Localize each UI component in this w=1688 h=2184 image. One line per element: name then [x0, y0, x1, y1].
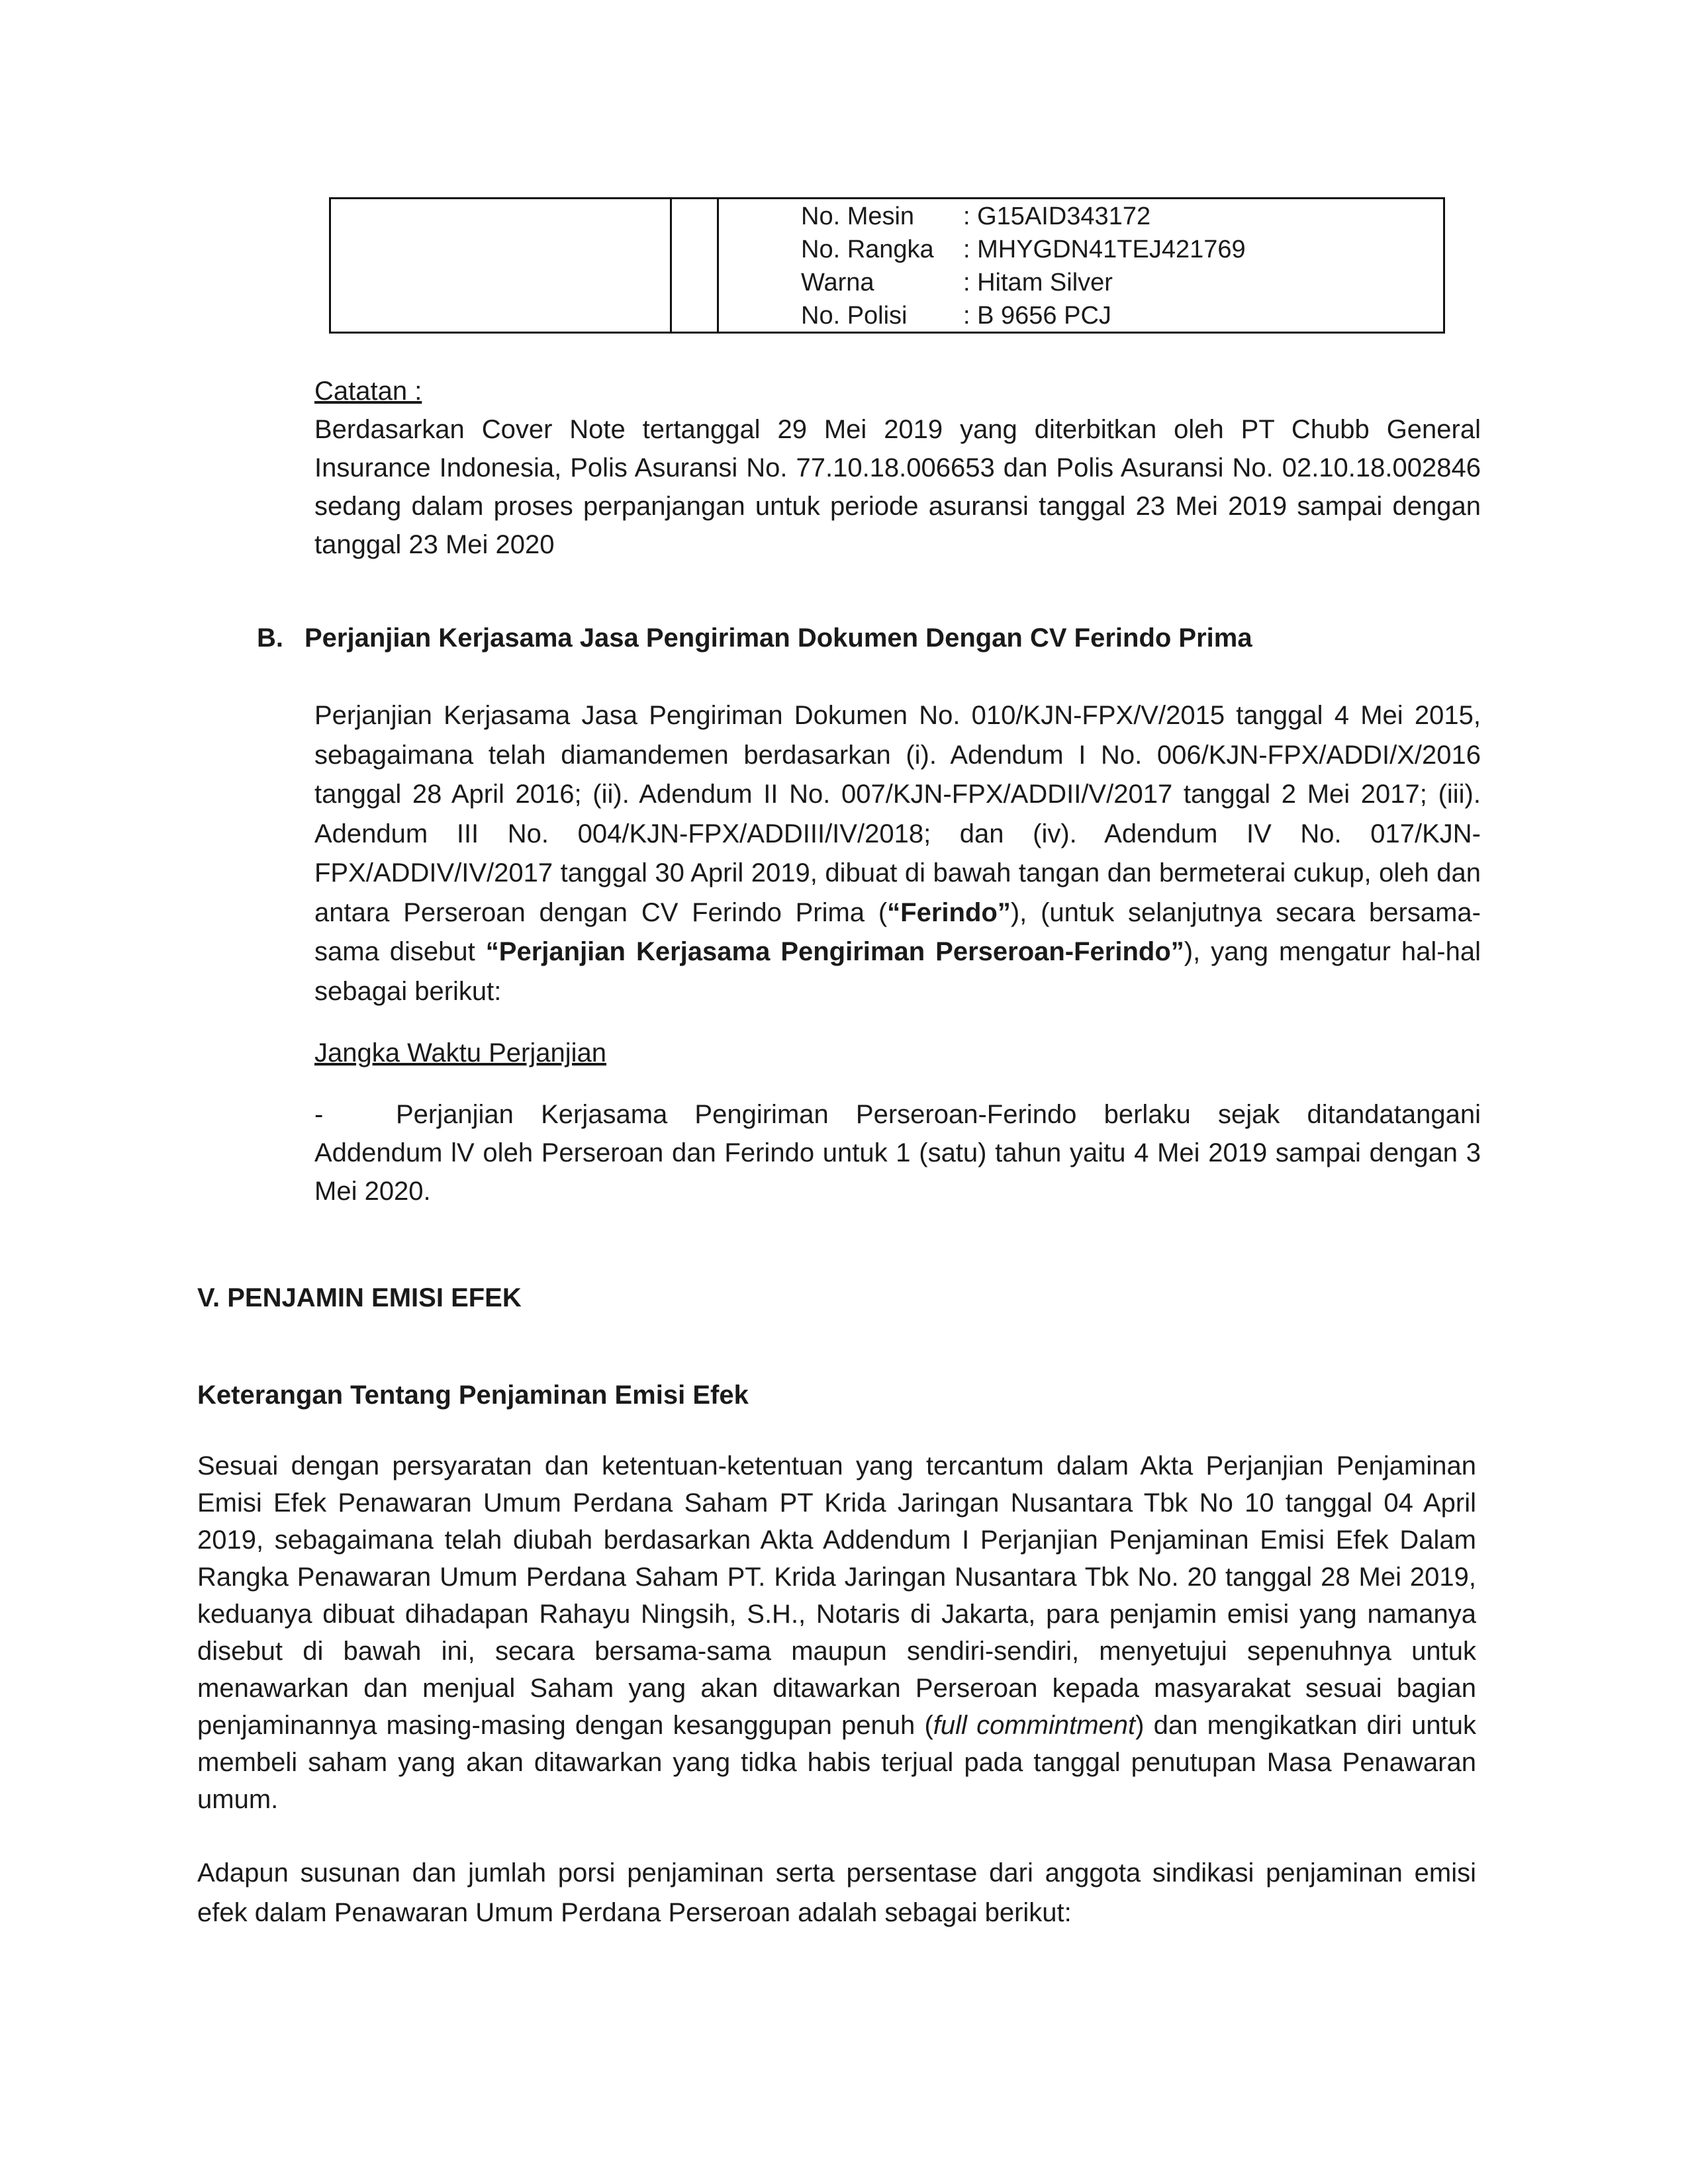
vehicle-row-rangka [801, 233, 1246, 266]
para-text: ) dan mengikatkan diri untuk membeli saham yang akan ditawarkan yang tidka habis terjual pada tanggal penutupan Masa Penawaran umum. [197, 1711, 1476, 1814]
bullet-first-line: Perjanjian Kerjasama Pengiriman Perseroan-Ferindo berlaku sejak ditandatangani [396, 1100, 1481, 1129]
bullet-rest: Addendum lV oleh Perseroan dan Ferindo untuk 1 (satu) tahun yaitu 4 Mei 2019 sampai dengan 3 Mei 2020. [314, 1138, 1481, 1206]
vehicle-label: No. Mesin [801, 203, 915, 230]
section-v-para1 [197, 1447, 1476, 1818]
catatan-title: Catatan : [314, 377, 422, 406]
table-divider [670, 199, 672, 332]
body-text: ), (untuk selanjutnya secara bersama-sama disebut [314, 897, 1481, 966]
vehicle-row-polisi [801, 299, 1111, 332]
vehicle-value: : Hitam Silver [963, 269, 1113, 296]
section-b-number: B. [257, 623, 283, 653]
para-text: Sesuai dengan persyaratan dan ketentuan-ketentuan yang tercantum dalam Akta Perjanjian Penjaminan Emisi Efek Penawaran Umum Perdana Saham PT Krida Jaringan Nusantara Tbk No 10 tanggal 04 April 2019, sebagaimana telah diubah berdasarkan Akta Addendum I Perjanjian Penjaminan Emisi Efek Dalam Rangka Penawaran Umum Perdana Saham PT. Krida Jaringan Nusantara Tbk No. 20 tanggal 28 Mei 2019, keduanya dibuat dihadapan Rahayu Ningsih, S.H., Notaris di Jakarta, para penjamin emisi yang namanya disebut di bawah ini, secara bersama-sama maupun sendiri-sendiri, menyetujui sepenuhnya untuk menawarkan dan menjual Saham yang akan ditawarkan Perseroan kepada masyarakat sesuai bagian penjaminannya masing-masing dengan kesanggupan penuh ( [197, 1451, 1476, 1740]
vehicle-value: : MHYGDN41TEJ421769 [963, 236, 1246, 263]
vehicle-label: No. Polisi [801, 302, 908, 330]
body-bold-ferindo: “Ferindo” [887, 897, 1011, 927]
para-italic: full commintment [933, 1711, 1136, 1740]
body-bold-agreement: “Perjanjian Kerjasama Pengiriman Perseroan-Ferindo” [485, 937, 1184, 966]
vehicle-row-warna [801, 266, 1113, 299]
section-v-heading: V. PENJAMIN EMISI EFEK [197, 1283, 522, 1312]
table-divider [717, 199, 719, 332]
section-v-para2: Adapun susunan dan jumlah porsi penjaminan serta persentase dari anggota sindikasi penjaminan emisi efek dalam Penawaran Umum Perdana Perseroan adalah sebagai berikut: [197, 1858, 1476, 1927]
body-text: ), yang mengatur hal-hal sebagai berikut: [314, 937, 1481, 1006]
catatan-text: Berdasarkan Cover Note tertanggal 29 Mei 2019 yang diterbitkan oleh PT Chubb General Insurance Indonesia, Polis Asuransi No. 77.10.18.006653 dan Polis Asuransi No. 02.10.18.002846 sedang dalam proses perpanjangan untuk periode asuransi tanggal 23 Mei 2019 sampai dengan tanggal 23 Mei 2020 [314, 415, 1481, 559]
vehicle-label: No. Rangka [801, 236, 934, 263]
bullet-dash: - [314, 1100, 324, 1129]
section-v-subheading: Keterangan Tentang Penjaminan Emisi Efek [197, 1381, 749, 1410]
vehicle-row-mesin [801, 200, 1150, 233]
vehicle-value: : B 9656 PCJ [963, 302, 1111, 330]
section-b-body [314, 696, 1481, 1011]
vehicle-value: : G15AID343172 [963, 203, 1151, 230]
section-b-subheading: Jangka Waktu Perjanjian [314, 1038, 606, 1068]
vehicle-label: Warna [801, 269, 874, 296]
body-text: Perjanjian Kerjasama Jasa Pengiriman Dokumen No. 010/KJN-FPX/V/2015 tanggal 4 Mei 2015, sebagaimana telah diamandemen berdasarkan (i). Adendum I No. 006/KJN-FPX/ADDI/X/2016 tanggal 28 April 2016; (ii). Adendum II No. 007/KJN-FPX/ADDII/V/2017 tanggal 2 Mei 2017; (iii). Adendum III No. 004/KJN-FPX/ADDIII/IV/2018; dan (iv). Adendum IV No. 017/KJN-FPX/ADDIV/IV/2017 tanggal 30 April 2019, dibuat di bawah tangan dan bermeterai cukup, oleh dan antara Perseroan dengan CV Ferindo Prima ( [314, 701, 1481, 927]
section-b-title: Perjanjian Kerjasama Jasa Pengiriman Dokumen Dengan CV Ferindo Prima [305, 623, 1252, 653]
